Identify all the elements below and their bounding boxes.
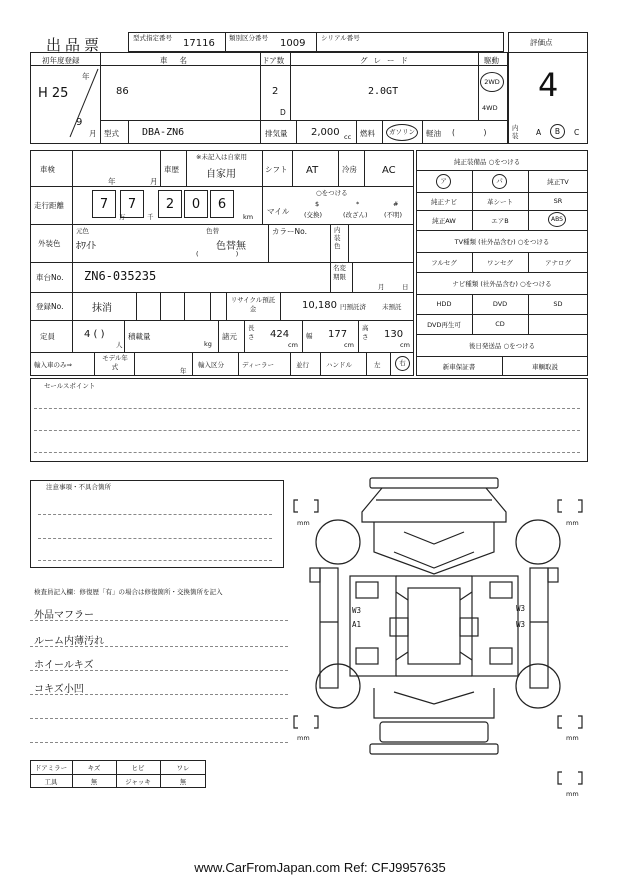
history-value: 自家用 <box>206 169 236 180</box>
interior-color-label: 内装色 <box>334 226 341 250</box>
legend-header: キズ <box>87 763 101 772</box>
handle-label: ハンドル <box>326 361 352 369</box>
equip-leather: 革シート <box>487 197 513 206</box>
doors-value: 2 <box>272 86 279 97</box>
inspection-month-unit: 月 <box>150 177 158 186</box>
type-cert-value: 17116 <box>183 38 215 49</box>
tamper-label: (改ざん) <box>343 211 368 219</box>
length-label: 長さ <box>248 324 255 341</box>
damage-mark: W3 <box>516 620 526 629</box>
repaint-label: 色替 <box>206 227 219 235</box>
legend-value: 無 <box>179 777 187 786</box>
grade-label: 評価点 <box>530 38 553 47</box>
repaint-paren: ( ) <box>196 250 239 258</box>
model-label: 型式 <box>104 129 119 138</box>
mm-unit: mm <box>297 734 310 742</box>
navi-hdd: HDD <box>436 300 452 308</box>
height-label: 高さ <box>362 324 369 341</box>
cooler-label: 冷房 <box>342 165 357 174</box>
mileage-digit: 7 <box>127 196 137 212</box>
equip-sunroof: SR <box>553 197 563 205</box>
equip-power-steering-circled: パ <box>492 174 507 189</box>
import-type-label: 輸入区分 <box>198 361 224 369</box>
fuel-gasoline-circled: ガソリン <box>386 124 418 141</box>
drive-4wd: 4WD <box>482 104 498 112</box>
dealer-label: ディーラー <box>242 361 274 369</box>
height-value: 130 <box>384 329 404 340</box>
mileage-sen: 千 <box>147 213 154 221</box>
interior-c: C <box>574 128 580 137</box>
star-label: * <box>356 200 360 208</box>
mileage-label: 走行距離 <box>34 201 64 210</box>
legend-value: 工具 <box>44 777 58 786</box>
month-unit: 月 <box>89 129 97 138</box>
dims-label: 諸元 <box>222 332 237 341</box>
navi-sd: SD <box>553 300 563 308</box>
name-change-month: 月 <box>378 283 385 291</box>
inspection-year-unit: 年 <box>108 177 116 186</box>
equip-aircon-circled: ア <box>436 174 451 189</box>
later-title: 後日発送品 ○をつける <box>468 341 536 350</box>
damage-mark: A1 <box>352 620 362 629</box>
legend-value: ジャッキ <box>125 777 151 786</box>
orig-color-value: ﾎﾜｲﾄ <box>76 241 96 252</box>
diesel-paren: ( ) <box>452 128 487 137</box>
mileage-digit: 2 <box>165 196 175 212</box>
parallel-label: 並行 <box>296 361 309 369</box>
left-handle-label: 左 <box>374 361 381 369</box>
mileage-digits <box>92 190 232 220</box>
displacement-value: 2,000 <box>311 127 340 138</box>
equip-genuine-navi: 純正ナビ <box>431 197 457 206</box>
equip-genuine-aw: 純正AW <box>432 216 456 225</box>
legend-header: ワレ <box>176 763 190 772</box>
capacity-unit: 人 <box>116 341 123 349</box>
shift-value: AT <box>306 165 319 176</box>
drive-label: 駆動 <box>484 56 499 65</box>
tv-title: TV種類 (社外品含む) ○をつける <box>454 237 550 246</box>
repaint-value: 色替無 <box>216 241 246 252</box>
tv-oneseg: ワンセグ <box>487 258 513 267</box>
capacity-label: 定員 <box>40 332 55 341</box>
right-handle-circled: 右 <box>395 356 410 371</box>
grade-col-value: 2.0GT <box>368 86 399 97</box>
navi-dvd: DVD <box>492 300 508 308</box>
color-label: 外装色 <box>38 239 61 248</box>
damage-mark: W3 <box>352 606 362 615</box>
capacity-value: 4 ( ) <box>84 329 105 340</box>
width-unit: cm <box>344 341 354 349</box>
equip-genuine-tv: 純正TV <box>547 177 569 186</box>
reg-value: 抹消 <box>92 303 112 314</box>
unknown-label: (不明) <box>384 211 403 219</box>
color-no-label: カラーNo. <box>272 227 307 236</box>
history-label: 車歴 <box>164 165 179 174</box>
era-value: H 25 <box>38 86 69 101</box>
displacement-unit: cc <box>344 133 352 141</box>
name-change-day: 日 <box>402 283 409 291</box>
model-year-label: モデル年式 <box>102 354 128 371</box>
mile-label: マイル <box>267 207 290 216</box>
legend-header: ドアミラー <box>34 763 68 772</box>
mileage-man: 万 <box>119 213 126 221</box>
inspector-label: 検査員記入欄：修復歴「有」の場合は修復箇所・交換箇所を記入 <box>34 588 223 596</box>
first-reg-label: 初年度登録 <box>42 56 80 65</box>
serial-label: シリアル番号 <box>321 34 360 42</box>
dollar-label: $ <box>315 200 320 208</box>
navi-title: ナビ種類 (社外品含む) ○をつける <box>452 279 552 288</box>
class-value: 1009 <box>280 38 306 49</box>
caution-label: 注意事項・不具合箇所 <box>46 483 111 491</box>
later-warranty: 新車保証書 <box>442 362 476 371</box>
mm-unit: mm <box>566 734 579 742</box>
note-line: コキズ小凹 <box>34 684 84 695</box>
mm-unit: mm <box>297 519 310 527</box>
note-line: ルーム内薄汚れ <box>34 636 104 647</box>
genuine-title: 純正装備品 ○をつける <box>454 158 521 166</box>
mm-unit: mm <box>566 519 579 527</box>
width-label: 幅 <box>306 332 313 340</box>
recycle-value: 10,180 <box>302 300 337 311</box>
tv-analog: アナログ <box>545 258 571 267</box>
month-value: 9 <box>76 117 83 128</box>
equip-airbag: エアB <box>491 216 509 225</box>
year-unit: 年 <box>82 72 90 81</box>
history-note: ※未記入は自家用 <box>196 153 247 161</box>
grade-col-label: グレード <box>360 56 414 65</box>
doors-suffix: D <box>280 108 286 117</box>
reg-label: 登録No. <box>36 302 64 311</box>
model-value: DBA-ZN6 <box>142 127 185 138</box>
mileage-digit: 6 <box>217 196 227 212</box>
caution-box <box>30 480 284 568</box>
mark-note: ○をつける <box>316 189 348 197</box>
length-unit: cm <box>288 341 298 349</box>
inspection-label: 車検 <box>40 165 55 174</box>
tv-fullseg: フルセグ <box>431 258 457 267</box>
legend-header: ヒビ <box>131 763 145 772</box>
legend-value: 無 <box>90 777 98 786</box>
recycle-unit: 円預託済 <box>340 303 366 311</box>
interior-b-circled: B <box>550 124 565 139</box>
navi-dvd-play: DVD再生可 <box>427 320 461 329</box>
displacement-label: 排気量 <box>265 129 288 138</box>
load-label: 積載量 <box>128 332 151 341</box>
interior-label: 内装 <box>512 124 519 140</box>
note-line: 外品マフラー <box>34 610 94 621</box>
form-title: 出品票 <box>46 36 104 54</box>
height-unit: cm <box>400 341 410 349</box>
car-name-value: 86 <box>116 86 129 97</box>
chassis-label: 車台No. <box>36 273 64 282</box>
damage-mark: W3 <box>516 604 526 613</box>
drive-2wd-circled: 2WD <box>480 72 504 92</box>
diesel-label: 軽油 <box>426 129 441 138</box>
mileage-unit: km <box>243 213 254 221</box>
sales-point-label: セールスポイント <box>44 382 96 390</box>
mileage-digit: 7 <box>99 196 109 212</box>
fuel-label: 燃料 <box>360 129 375 138</box>
recycle-label: リサイクル預託金 <box>230 296 276 313</box>
mm-unit: mm <box>566 790 579 798</box>
type-cert-label: 型式指定番号 <box>133 34 172 42</box>
grade-value: 4 <box>538 66 559 104</box>
shift-label: シフト <box>265 165 288 174</box>
later-manual: 車輌取説 <box>532 362 558 371</box>
mileage-digit: 0 <box>191 196 201 212</box>
class-label: 類別区分番号 <box>229 34 268 42</box>
sales-point-box <box>30 378 588 462</box>
cooler-value: AC <box>382 165 396 176</box>
car-damage-diagram <box>290 472 590 812</box>
model-year-unit: 年 <box>180 367 187 375</box>
main-form-table <box>30 150 414 376</box>
equip-abs-circled: ABS <box>548 212 566 227</box>
exchange-label: (交換) <box>304 211 323 219</box>
interior-a: A <box>536 128 542 137</box>
doors-label: ドア数 <box>262 56 285 65</box>
chassis-value: ZN6-035235 <box>84 269 157 283</box>
length-value: 424 <box>270 329 290 340</box>
load-unit: kg <box>204 340 212 348</box>
width-value: 177 <box>328 329 348 340</box>
watermark-footer: www.CarFromJapan.com Ref: CFJ9957635 <box>194 860 446 875</box>
hash-label: # <box>393 200 399 208</box>
navi-cd: CD <box>495 320 505 328</box>
name-change-label: 名変期限 <box>333 264 346 281</box>
import-label: 輸入車のみ⇒ <box>34 361 72 369</box>
recycle-not: 未預託 <box>382 303 402 311</box>
note-line: ホイールキズ <box>34 660 94 671</box>
car-name-label: 車名 <box>160 56 199 65</box>
orig-color-label: 元色 <box>76 227 89 235</box>
